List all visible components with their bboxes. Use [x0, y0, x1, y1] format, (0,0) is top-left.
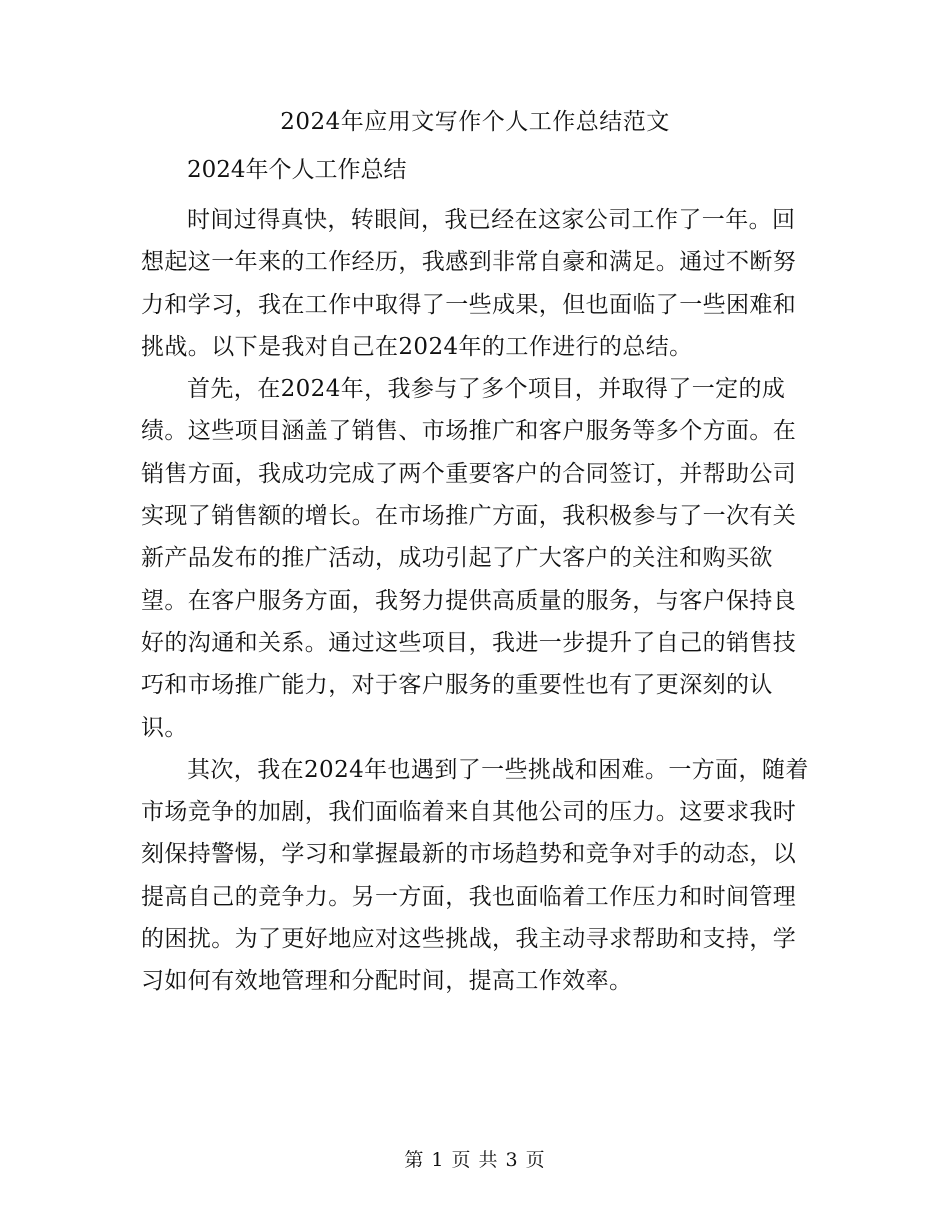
paragraph-line: 想起这一年来的工作经历，我感到非常自豪和满足。通过不断努: [141, 249, 797, 276]
paragraph-line: 绩。这些项目涵盖了销售、市场推广和客户服务等多个方面。在: [141, 418, 797, 445]
paragraph-line: 市场竞争的加剧，我们面临着来自其他公司的压力。这要求我时: [141, 799, 797, 826]
paragraph-line: 新产品发布的推广活动，成功引起了广大客户的关注和购买欲: [141, 545, 773, 572]
paragraph-line: 望。在客户服务方面，我努力提供高质量的服务，与客户保持良: [141, 587, 797, 614]
paragraph-line: 习如何有效地管理和分配时间，提高工作效率。: [141, 968, 633, 995]
paragraph-2: [141, 368, 805, 749]
paragraph-line: 时间过得真快，转眼间，我已经在这家公司工作了一年。回: [187, 207, 796, 233]
paragraph-line: 识。: [141, 714, 188, 741]
page-number-footer: 第 1 页 共 3 页: [404, 1149, 546, 1171]
section-subtitle: 2024年个人工作总结: [187, 157, 407, 183]
paragraph-line: 力和学习，我在工作中取得了一些成果，但也面临了一些困难和: [141, 291, 797, 318]
paragraph-line: 其次，我在2024年也遇到了一些挑战和困难。一方面，随着: [187, 756, 809, 783]
paragraph-line: 销售方面，我成功完成了两个重要客户的合同签订，并帮助公司: [141, 460, 797, 487]
paragraph-line: 首先，在2024年，我参与了多个项目，并取得了一定的成: [187, 376, 786, 403]
paragraph-line: 挑战。以下是我对自己在2024年的工作进行的总结。: [141, 333, 693, 360]
paragraph-line: 好的沟通和关系。通过这些项目，我进一步提升了自己的销售技: [141, 629, 797, 656]
paragraph-3: [141, 749, 809, 1003]
paragraph-line: 提高自己的竞争力。另一方面，我也面临着工作压力和时间管理: [141, 883, 797, 910]
document-title: 2024年应用文写作个人工作总结范文: [280, 109, 670, 135]
paragraph-1: [141, 199, 805, 368]
paragraph-line: 实现了销售额的增长。在市场推广方面，我积极参与了一次有关: [141, 503, 797, 530]
paragraph-line: 巧和市场推广能力，对于客户服务的重要性也有了更深刻的认: [141, 672, 773, 699]
paragraph-line: 的困扰。为了更好地应对这些挑战，我主动寻求帮助和支持，学: [141, 926, 797, 953]
document-body: [141, 150, 809, 1003]
paragraph-line: 刻保持警惕，学习和掌握最新的市场趋势和竞争对手的动态，以: [141, 841, 797, 868]
